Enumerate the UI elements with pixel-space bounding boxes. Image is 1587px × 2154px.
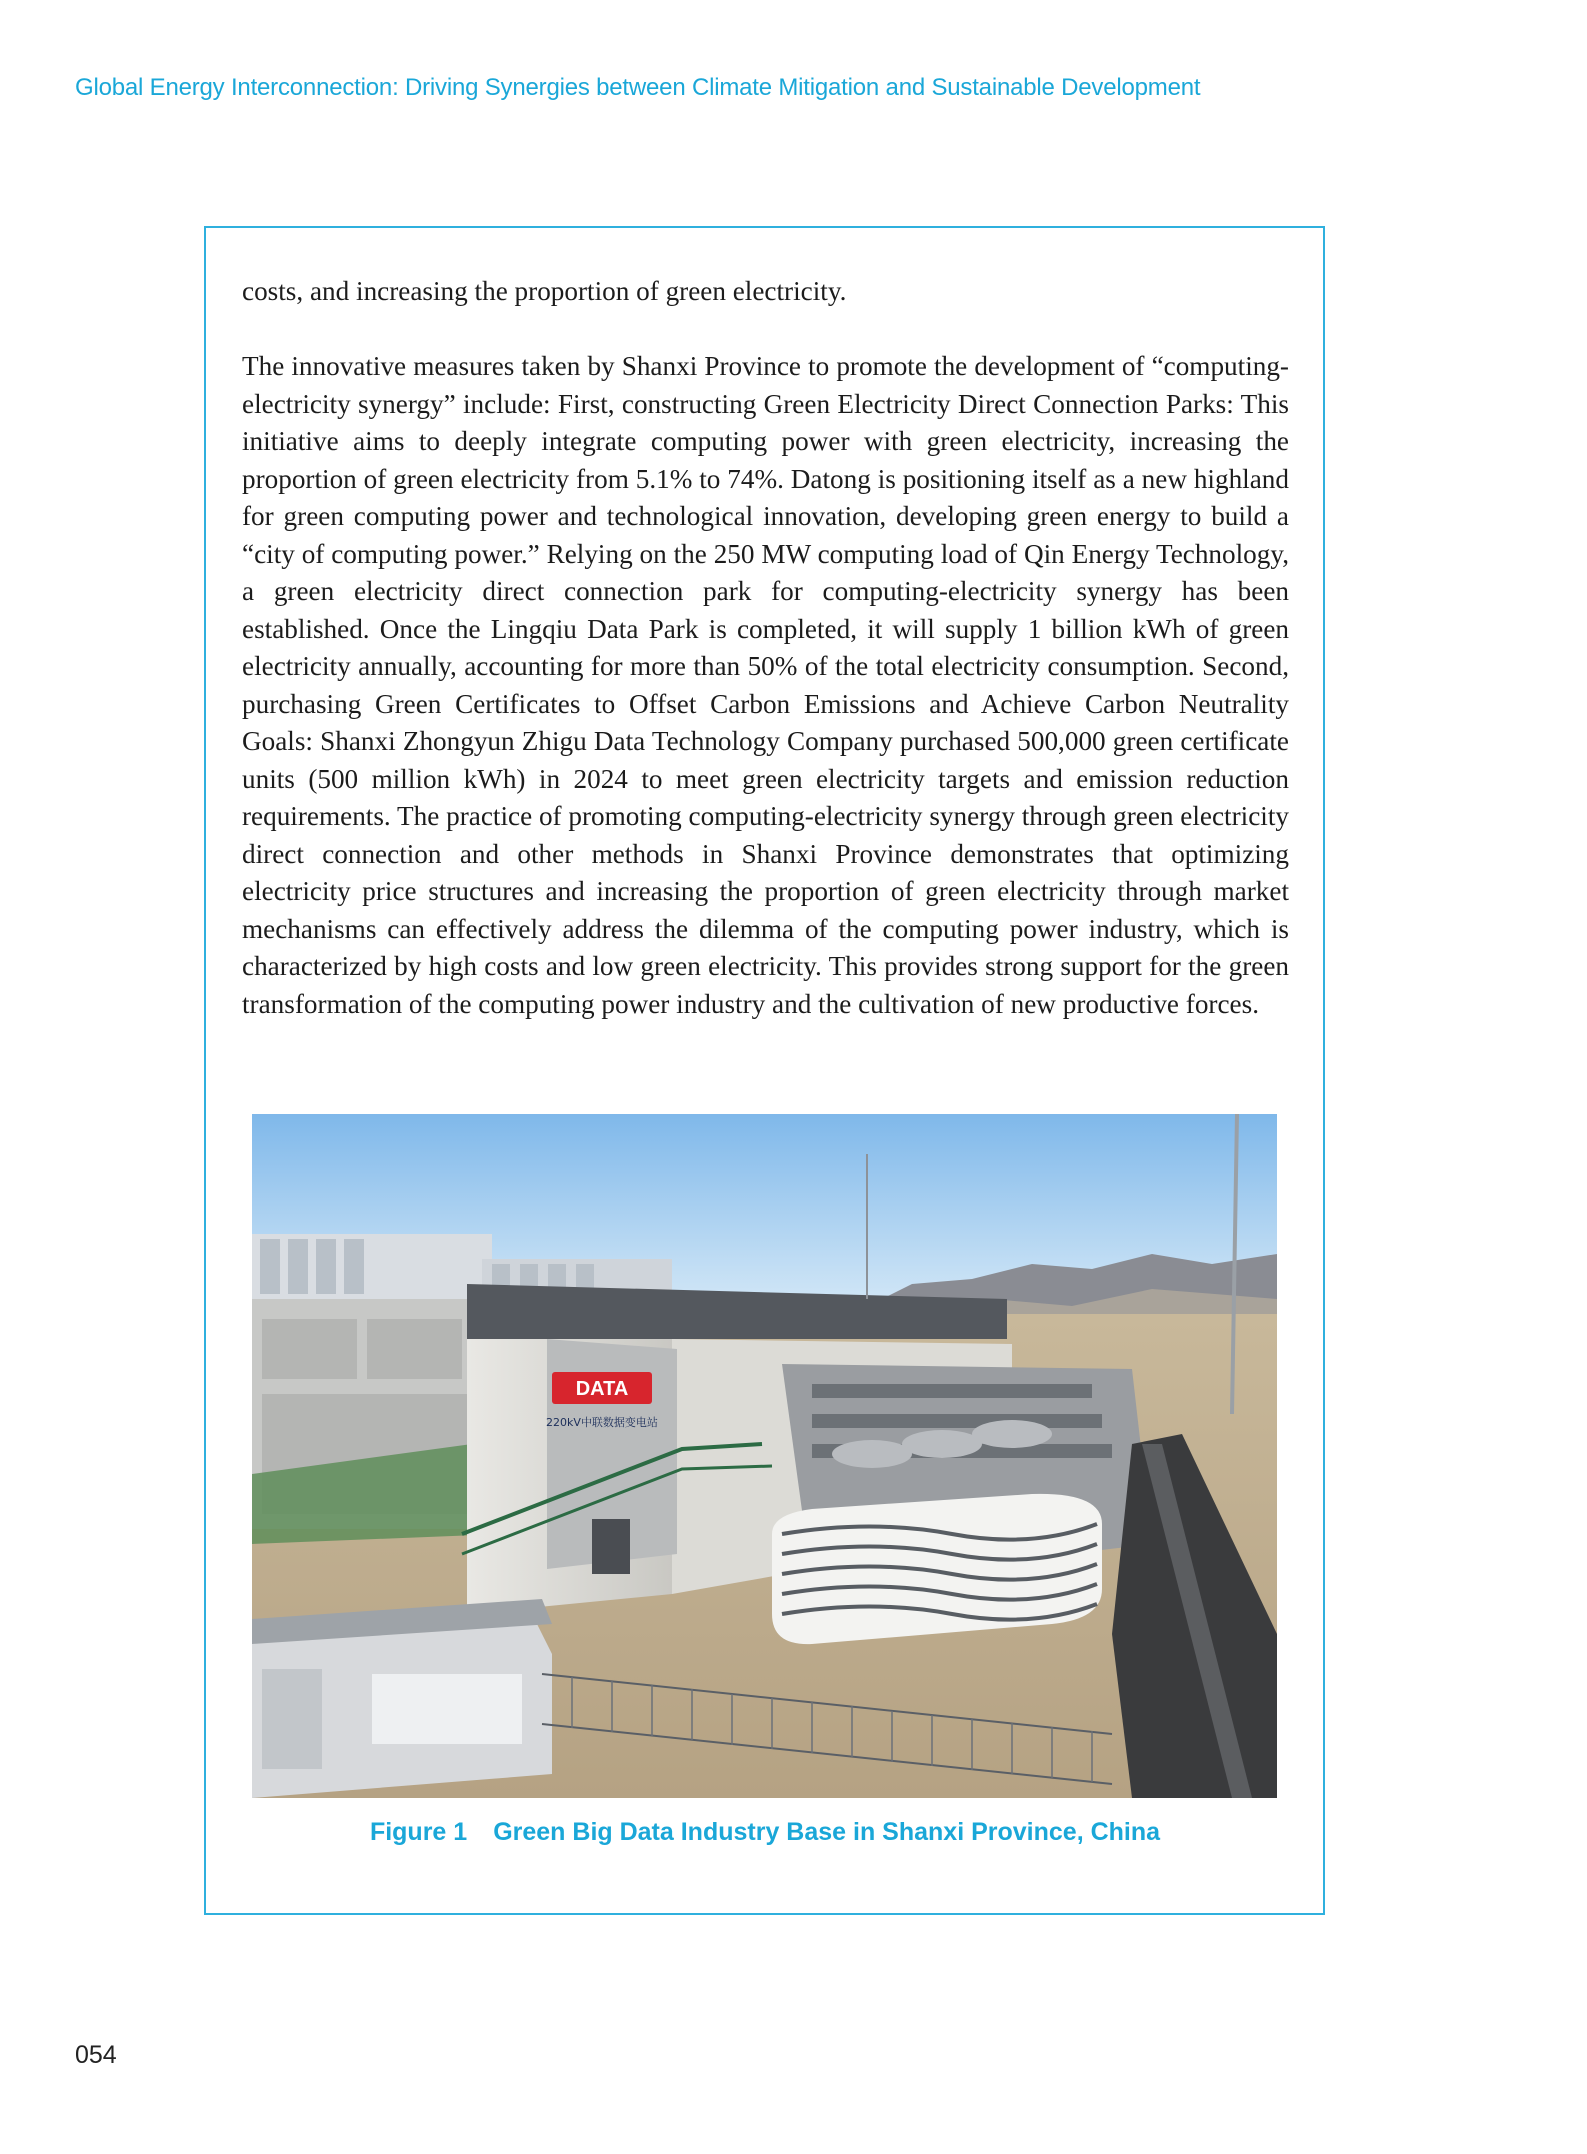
figure-caption xyxy=(0,1818,1530,1847)
sign-brand-text: DATA xyxy=(575,1378,629,1400)
paragraph-continuation: costs, and increasing the proportion of green electricity. xyxy=(242,276,847,306)
paragraph-main: The innovative measures taken by Shanxi Province to promote the development of “computing-electricity synergy” include: First, constructing Green Electricity Direct Connection Parks: This initiative aims to deeply integrate computing power with green electricity, increasing the proportion of green electricity from 5.1% to 74%. Datong is positioning itself as a new highland for green computing power and technological innovation, developing green energy to build a “city of computing power.” Relying on the 250 MW computing load of Qin Energy Technology, a green electricity direct connection park for computing-electricity synergy has been established. Once the Lingqiu Data Park is completed, it will supply 1 billion kWh of green electricity annually, accounting for more than 50% of the total electricity consumption. Second, purchasing Green Certificates to Offset Carbon Emissions and Achieve Carbon Neutrality Goals: Shanxi Zhongyun Zhigu Data Technology Company purchased 500,000 green certificate units (500 million kWh) in 2024 to meet green electricity targets and emission reduction requirements. The practice of promoting computing-electricity synergy through green electricity direct connection and other methods in Shanxi Province demonstrates that optimizing electricity price structures and increasing the proportion of green electricity through market mechanisms can effectively address the dilemma of the computing power industry, which is characterized by high costs and low green electricity. This provides strong support for the green transformation of the computing power industry and the cultivation of new productive forces. xyxy=(242,351,1289,1019)
running-header: Global Energy Interconnection: Driving Synergies between Climate Mitigation and Sustainable Development xyxy=(75,74,1201,101)
caption-title: Green Big Data Industry Base in Shanxi Province, China xyxy=(493,1818,1161,1846)
figure-photo xyxy=(252,1114,1277,1798)
caption-number: Figure 1 xyxy=(369,1818,468,1846)
data-logo-sign xyxy=(546,1372,658,1429)
sign-station-text: 220kV中联数据变电站 xyxy=(546,1416,658,1429)
page-number: 054 xyxy=(75,2041,117,2069)
